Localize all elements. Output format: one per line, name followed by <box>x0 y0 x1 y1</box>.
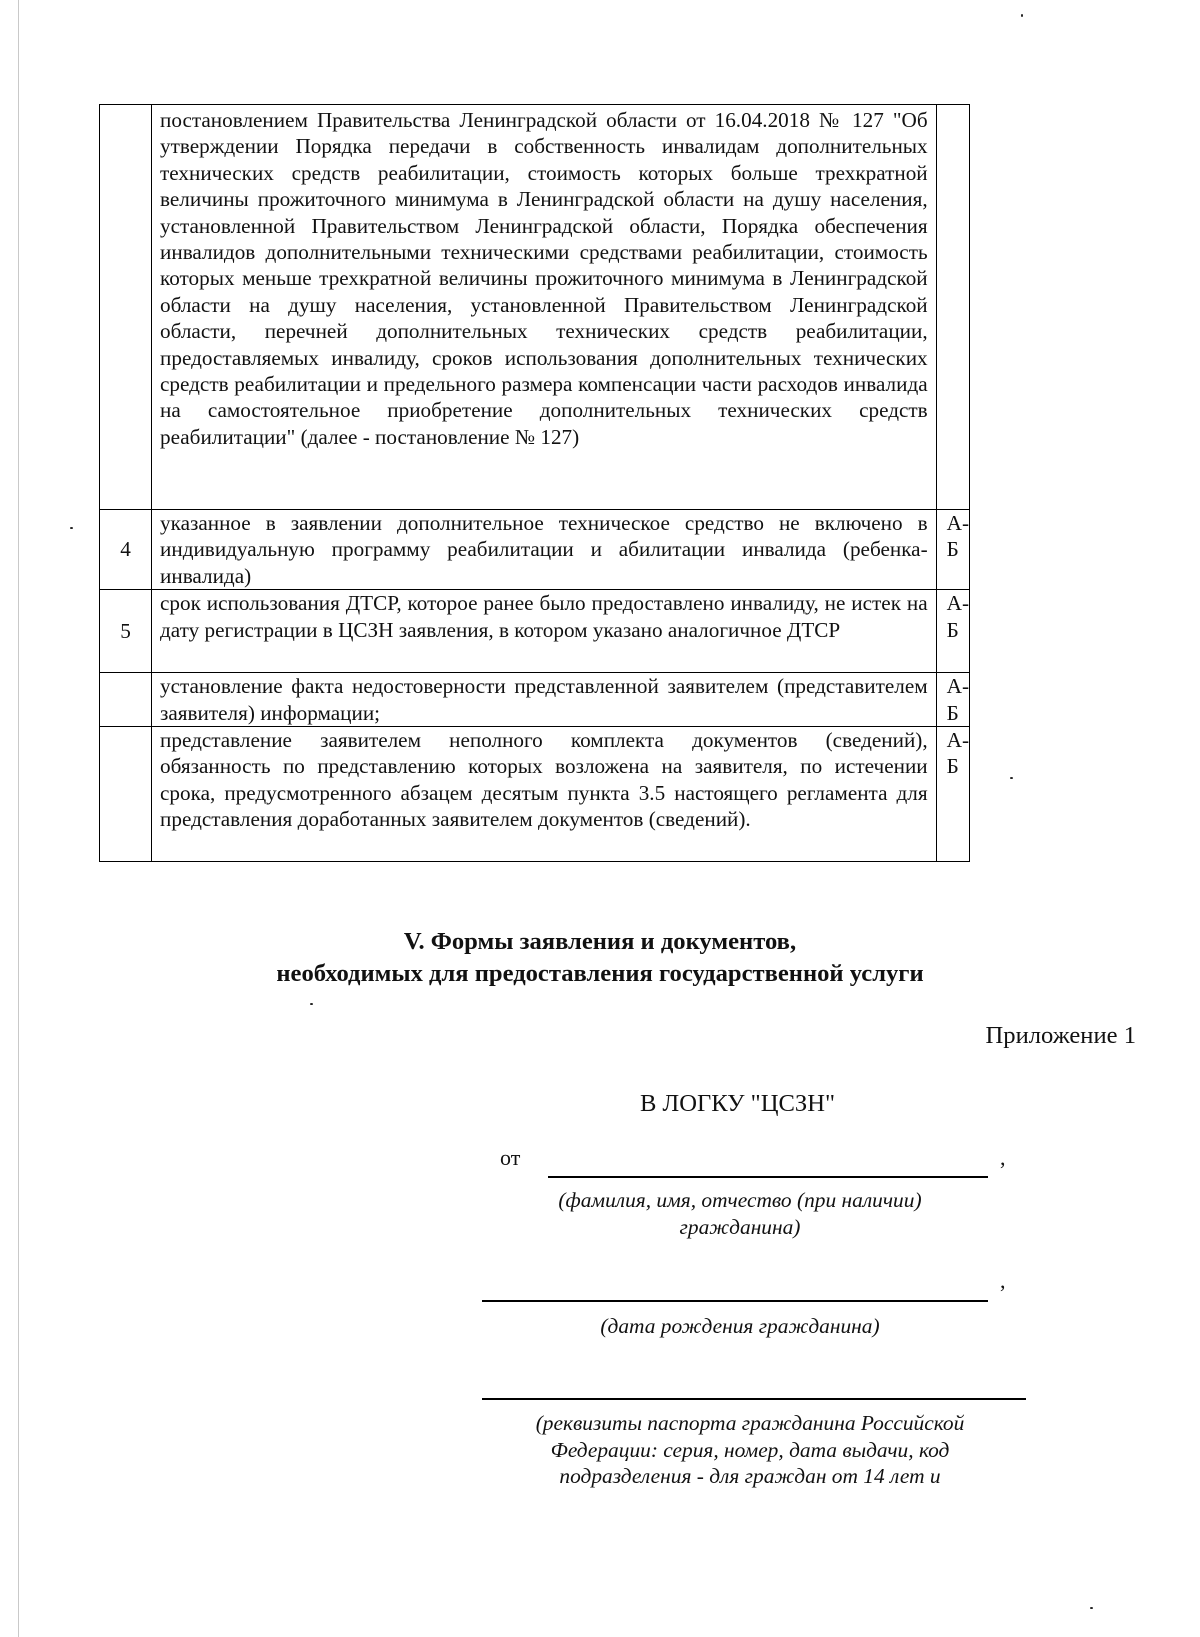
passport-blank-line <box>482 1398 1026 1400</box>
table-row <box>100 727 970 862</box>
row-number: 5 <box>100 590 152 673</box>
comma: , <box>1000 1145 1006 1170</box>
scan-speck <box>1021 14 1023 17</box>
birth-date-blank-line <box>482 1300 988 1302</box>
caption-line: (фамилия, имя, отчество (при наличии) <box>558 1188 922 1212</box>
from-label: от <box>500 1145 521 1170</box>
row-text: представление заявителем неполного комплекта документов (сведений), обязанность по представлению которых возложена на заявителя, по истечении срока, предусмотренного абзацем десятым пункта 3.5 настоящего регламента для представления доработанных заявителем документов (сведений). <box>152 727 937 862</box>
table-row <box>100 105 970 510</box>
table-row <box>100 510 970 590</box>
table-row <box>100 590 970 673</box>
addressee: В ЛОГКУ "ЦСЗН" <box>640 1090 836 1117</box>
table-row <box>100 673 970 727</box>
row-code: А-Б <box>936 510 969 590</box>
row-number: 4 <box>100 510 152 590</box>
row-code <box>936 105 969 510</box>
scan-edge-line <box>18 0 19 1637</box>
caption-line: (реквизиты паспорта гражданина Российской <box>535 1411 965 1435</box>
grounds-table <box>99 104 970 862</box>
name-caption <box>500 1187 980 1240</box>
appendix-label: Приложение 1 <box>985 1022 1136 1049</box>
row-code: А-Б <box>936 727 969 862</box>
scan-speck <box>1090 1607 1093 1609</box>
row-number <box>100 105 152 510</box>
row-code: А-Б <box>936 673 969 727</box>
section-heading-line: необходимых для предоставления государственной услуги <box>276 960 924 987</box>
row-text: постановлением Правительства Ленинградской области от 16.04.2018 № 127 "Об утверждении Порядка передачи в собственность инвалидам дополнительных технических средств реабилитации, стоимость которых больше трехкратной величины прожиточного минимума в Ленинградской области на душу населения, установленной Правительством Ленинградской области, Порядка обеспечения инвалидов дополнительными техническими средствами реабилитации, стоимость которых меньше трехкратной величины прожиточного минимума в Ленинградской области на душу населения, установленной Правительством Ленинградской области, перечней дополнительных технических средств реабилитации, предоставляемых инвалиду, сроков использования дополнительных технических средств реабилитации и предельного размера компенсации части расходов инвалида на самостоятельное приобретение дополнительных технических средств реабилитации" (далее - постановление № 127) <box>152 105 937 510</box>
name-blank-line <box>548 1176 988 1178</box>
caption-line: гражданина) <box>679 1214 801 1239</box>
caption-line: подразделения - для граждан от 14 лет и <box>559 1464 941 1488</box>
section-heading-line: V. Формы заявления и документов, <box>403 928 797 955</box>
row-text: указанное в заявлении дополнительное техническое средство не включено в индивидуальную программу реабилитации и абилитации инвалида (ребенка-инвалида) <box>152 510 937 590</box>
scan-speck <box>70 527 73 529</box>
comma: , <box>1000 1268 1006 1293</box>
section-heading <box>130 926 1070 990</box>
caption-line: (дата рождения гражданина) <box>600 1314 880 1338</box>
scan-speck <box>1010 777 1013 779</box>
passport-caption <box>470 1410 1030 1490</box>
birth-date-caption <box>500 1313 980 1340</box>
caption-line: Федерации: серия, номер, дата выдачи, код <box>550 1437 950 1462</box>
row-code: А-Б <box>936 590 969 673</box>
row-number <box>100 673 152 727</box>
row-text: установление факта недостоверности представленной заявителем (представителем заявителя) информации; <box>152 673 937 727</box>
scan-speck <box>310 1003 313 1005</box>
row-number <box>100 727 152 862</box>
row-text: срок использования ДТСР, которое ранее было предоставлено инвалиду, не истек на дату регистрации в ЦСЗН заявления, в котором указано аналогичное ДТСР <box>152 590 937 673</box>
